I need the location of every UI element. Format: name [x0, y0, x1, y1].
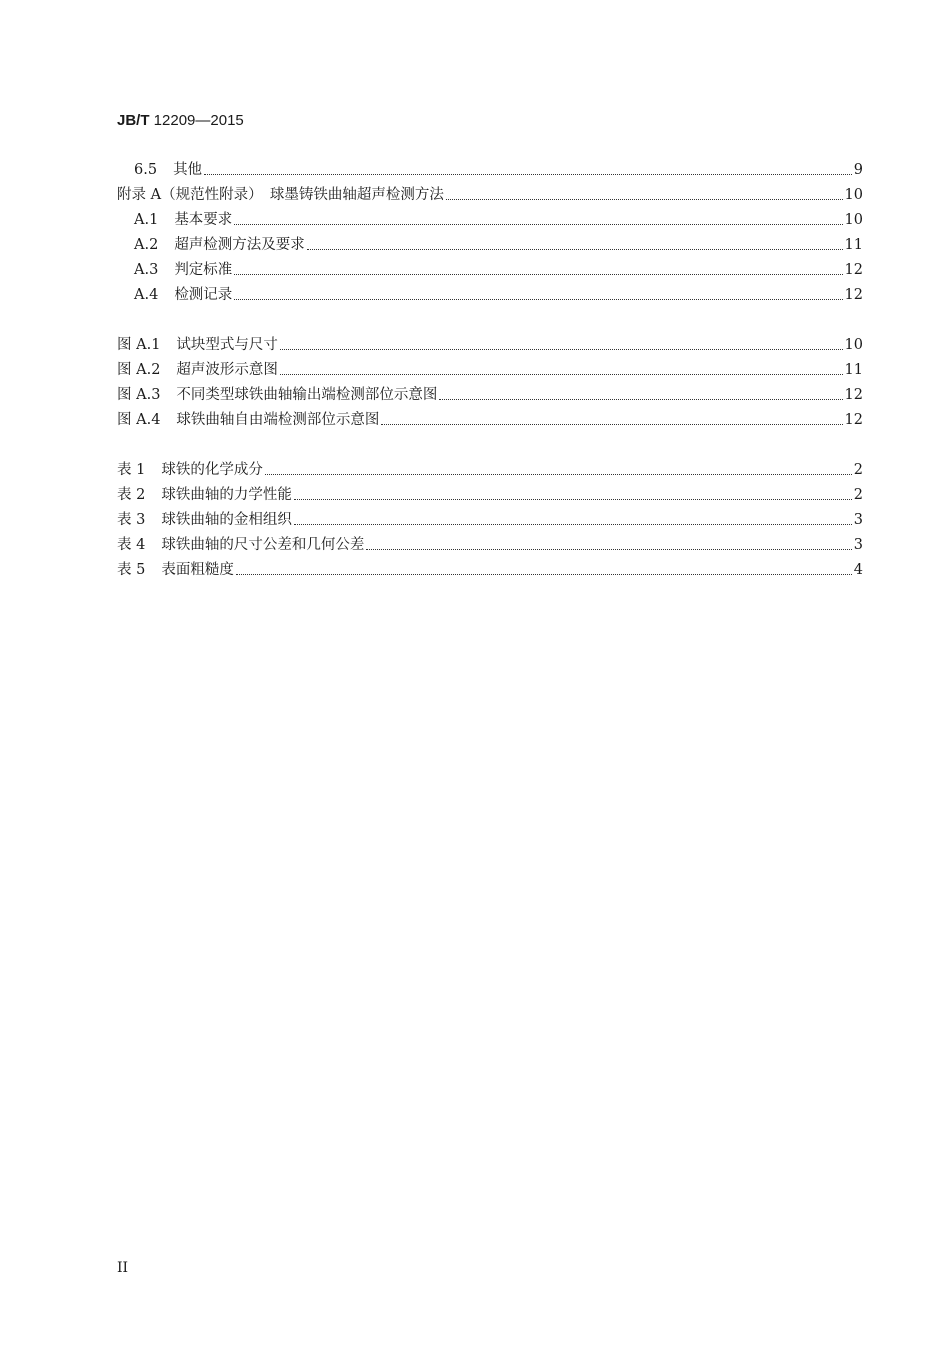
figure-title: 球铁曲轴自由端检测部位示意图 [176, 412, 380, 428]
table-list-entry[interactable] [117, 533, 863, 558]
table-number: 表 4 [117, 537, 146, 553]
figure-list-entry[interactable] [117, 383, 863, 408]
standard-code-header [117, 112, 244, 129]
toc-entry-page: 11 [844, 237, 863, 253]
dot-leader [265, 460, 852, 476]
toc-entry-number: 6.5 [134, 162, 158, 178]
dot-leader [236, 560, 852, 576]
table-page: 3 [853, 537, 863, 553]
standard-code-prefix: JB/T [117, 112, 150, 129]
figure-number: 图 A.4 [117, 412, 161, 428]
toc-entry-number: A.2 [134, 237, 159, 253]
toc-entry-title: 检测记录 [174, 287, 233, 303]
toc-entry-page: 10 [844, 212, 863, 228]
table-list-entry[interactable] [117, 558, 863, 583]
toc-entry[interactable] [117, 258, 863, 283]
dot-leader [280, 360, 843, 376]
toc-entry-number: 附录 A [117, 187, 162, 203]
figure-number: 图 A.3 [117, 387, 161, 403]
table-title: 球铁曲轴的力学性能 [161, 487, 292, 503]
table-number: 表 3 [117, 512, 146, 528]
section-spacer [117, 433, 863, 458]
table-page: 4 [853, 562, 863, 578]
page-number: II [117, 1260, 129, 1276]
dot-leader [234, 210, 842, 226]
table-list-entry[interactable] [117, 508, 863, 533]
dot-leader [446, 185, 843, 201]
dot-leader [234, 260, 842, 276]
dot-leader [366, 535, 851, 551]
dot-leader [204, 160, 852, 176]
table-of-contents [117, 158, 863, 583]
toc-entry-page: 10 [844, 187, 863, 203]
toc-entry-title: 基本要求 [174, 212, 233, 228]
table-title: 球铁曲轴的尺寸公差和几何公差 [161, 537, 365, 553]
table-title: 球铁曲轴的金相组织 [161, 512, 292, 528]
figure-page: 10 [844, 337, 863, 353]
standard-code-number: 12209—2015 [149, 112, 244, 129]
table-page: 3 [853, 512, 863, 528]
toc-entry[interactable] [117, 233, 863, 258]
toc-entry-page: 12 [844, 287, 863, 303]
figure-page: 12 [844, 412, 863, 428]
dot-leader [294, 485, 852, 501]
dot-leader [439, 385, 842, 401]
toc-entry-title: 超声检测方法及要求 [174, 237, 305, 253]
dot-leader [294, 510, 852, 526]
table-page: 2 [853, 462, 863, 478]
toc-entry[interactable] [117, 283, 863, 308]
figure-page: 12 [844, 387, 863, 403]
toc-entry-page: 12 [844, 262, 863, 278]
table-title: 表面粗糙度 [161, 562, 234, 578]
figure-title: 试块型式与尺寸 [176, 337, 278, 353]
table-list-entry[interactable] [117, 483, 863, 508]
figure-title: 不同类型球铁曲轴输出端检测部位示意图 [176, 387, 438, 403]
table-number: 表 1 [117, 462, 146, 478]
table-title: 球铁的化学成分 [161, 462, 263, 478]
section-spacer [117, 308, 863, 333]
figure-list-entry[interactable] [117, 408, 863, 433]
toc-entry-number: A.3 [134, 262, 159, 278]
figure-list-entry[interactable] [117, 358, 863, 383]
toc-entry[interactable] [117, 208, 863, 233]
figure-number: 图 A.1 [117, 337, 161, 353]
toc-entry-title: 判定标准 [174, 262, 233, 278]
toc-entry-title: （规范性附录） 球墨铸铁曲轴超声检测方法 [161, 187, 444, 203]
toc-entry[interactable] [117, 183, 863, 208]
table-list-entry[interactable] [117, 458, 863, 483]
dot-leader [381, 410, 842, 426]
table-page: 2 [853, 487, 863, 503]
dot-leader [280, 335, 843, 351]
figure-number: 图 A.2 [117, 362, 161, 378]
table-number: 表 5 [117, 562, 146, 578]
table-number: 表 2 [117, 487, 146, 503]
toc-entry-page: 9 [853, 162, 863, 178]
figure-page: 11 [844, 362, 863, 378]
toc-entry[interactable] [117, 158, 863, 183]
toc-entry-number: A.4 [134, 287, 159, 303]
toc-entry-number: A.1 [134, 212, 159, 228]
dot-leader [234, 285, 842, 301]
figure-list-entry[interactable] [117, 333, 863, 358]
figure-title: 超声波形示意图 [176, 362, 278, 378]
toc-entry-title: 其他 [173, 162, 203, 178]
dot-leader [307, 235, 843, 251]
